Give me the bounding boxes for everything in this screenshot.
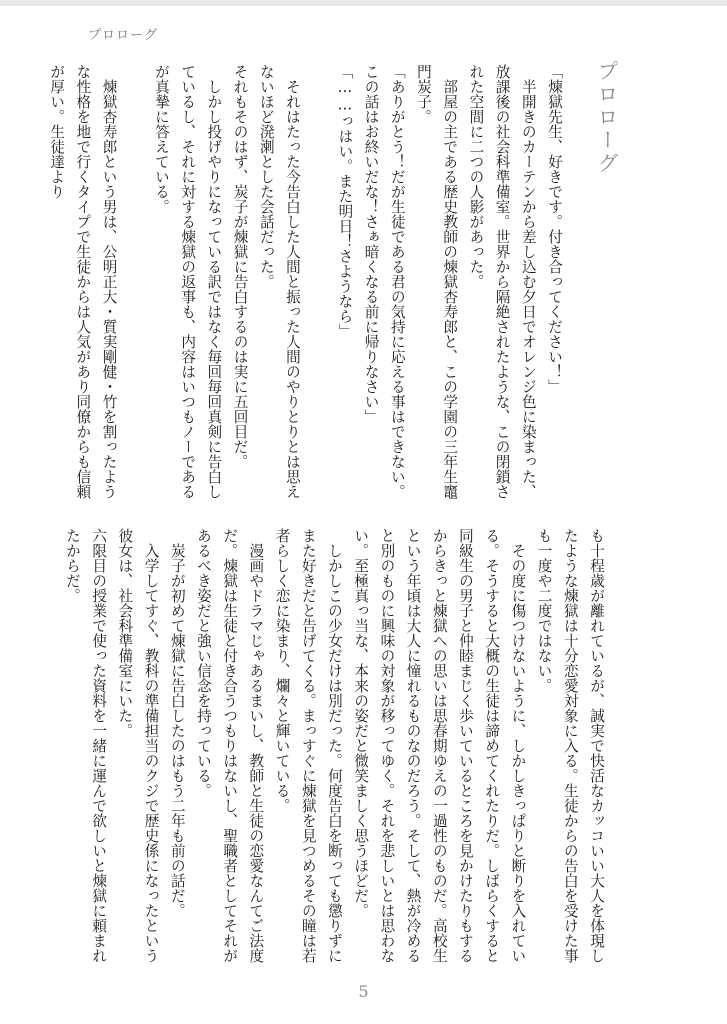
paragraph: その度に傷つけないように、しかしきっぱりと断りを入れている。そうすると大概の生徒は諦めてくれたりだ。しばらくすると同級生の男子と仲睦まじく歩いているところを見かけたりもするからきっと煉獄への思いは思春期ゆえの一過性のものだ。高校生という年頃は大人に憧れるものなのだろう。そして、熱が冷めると別のものに興味の対象が移ってゆく。それを悲しいとは思わない。至極真っ当な、本来の姿だと微笑ましく思うほどだ。 <box>352 528 527 963</box>
paragraph: それもそのはず、炭子が煉獄に告白するのは実に五回目だ。 <box>231 64 249 469</box>
top-border <box>0 0 727 6</box>
paragraph: しかし投げやりになっている訳ではなく毎回毎回真剣に告白しているし、それに対する煉獄の返事も、内容はいつもノーであるが真摯に答えている。 <box>152 64 223 499</box>
paragraph: も十程歳が離れているが、誠実で快活なカッコいい大人を体現したような煉獄は十分恋愛対象に入る。生徒からの告白を受けた事も一度や二度ではない。 <box>535 528 605 963</box>
paragraph: 入学してすぐ、教科の準備担当のクジで歴史係になったという彼女は、社会科準備室にいた。 <box>116 528 160 963</box>
running-head: プロローグ <box>88 28 159 43</box>
paragraph: しかしこの少女だけは別だった。何度告白を断っても懲りずにまた好きだと告げてくる。まっすぐに煉獄を見つめるその瞳は若者らしく恋に染まり、爛々と輝いている。 <box>273 528 343 963</box>
page-number: 5 <box>358 982 369 1001</box>
paragraph: 「ありがとう！だが生徒である君の気持に応える事はできない。この話はお終いだな！さぁ暗くなる前に帰りなさい」 <box>362 64 406 499</box>
blank-line <box>305 64 331 504</box>
blank-line <box>122 64 148 504</box>
paragraph: 「……っはい。また明日！さようなら」 <box>336 64 354 339</box>
paragraph: それはたった今告白した人間と振った人間のやりとりとは思えないほど溌溂とした会話だった。 <box>257 64 301 499</box>
paragraph: 炭子が初めて煉獄に告白したのはもう二年も前の話だ。 <box>168 542 186 918</box>
paragraph: 部屋の主である歴史教師の煉獄杏寿郎と、この学園の三年生竈門炭子。 <box>414 64 459 499</box>
paragraph: 漫画やドラマじゃあるまいし、教師と生徒の恋愛なんてご法度だ。煉獄は生徒と付き合うつもりはないし、聖職者としてそれがあるべき姿だと強い信念を持っている。 <box>194 528 265 963</box>
paragraph: 半開きのカーテンから差し込む夕日でオレンジ色に染まった、放課後の社会科準備室。世界から隔絶されたような、この閉鎖された空間に二つの人影があった。 <box>467 64 537 499</box>
chapter-title: プロローグ <box>595 60 619 175</box>
top-text-block <box>48 64 567 504</box>
paragraph: 六限目の授業で使った資料を一緒に運んで欲しいと煉獄に頼まれたからだ。 <box>63 528 108 963</box>
paragraph: 「煉獄先生、好きです。付き合ってください！」 <box>546 64 563 394</box>
paragraph: 煉獄杏寿郎という男は、公明正大・質実剛健・竹を割ったような性格を地で行くタイプで生徒からは人気があり同僚からも信頼が厚い。生徒達より <box>48 64 118 499</box>
bottom-text-block <box>63 528 609 968</box>
